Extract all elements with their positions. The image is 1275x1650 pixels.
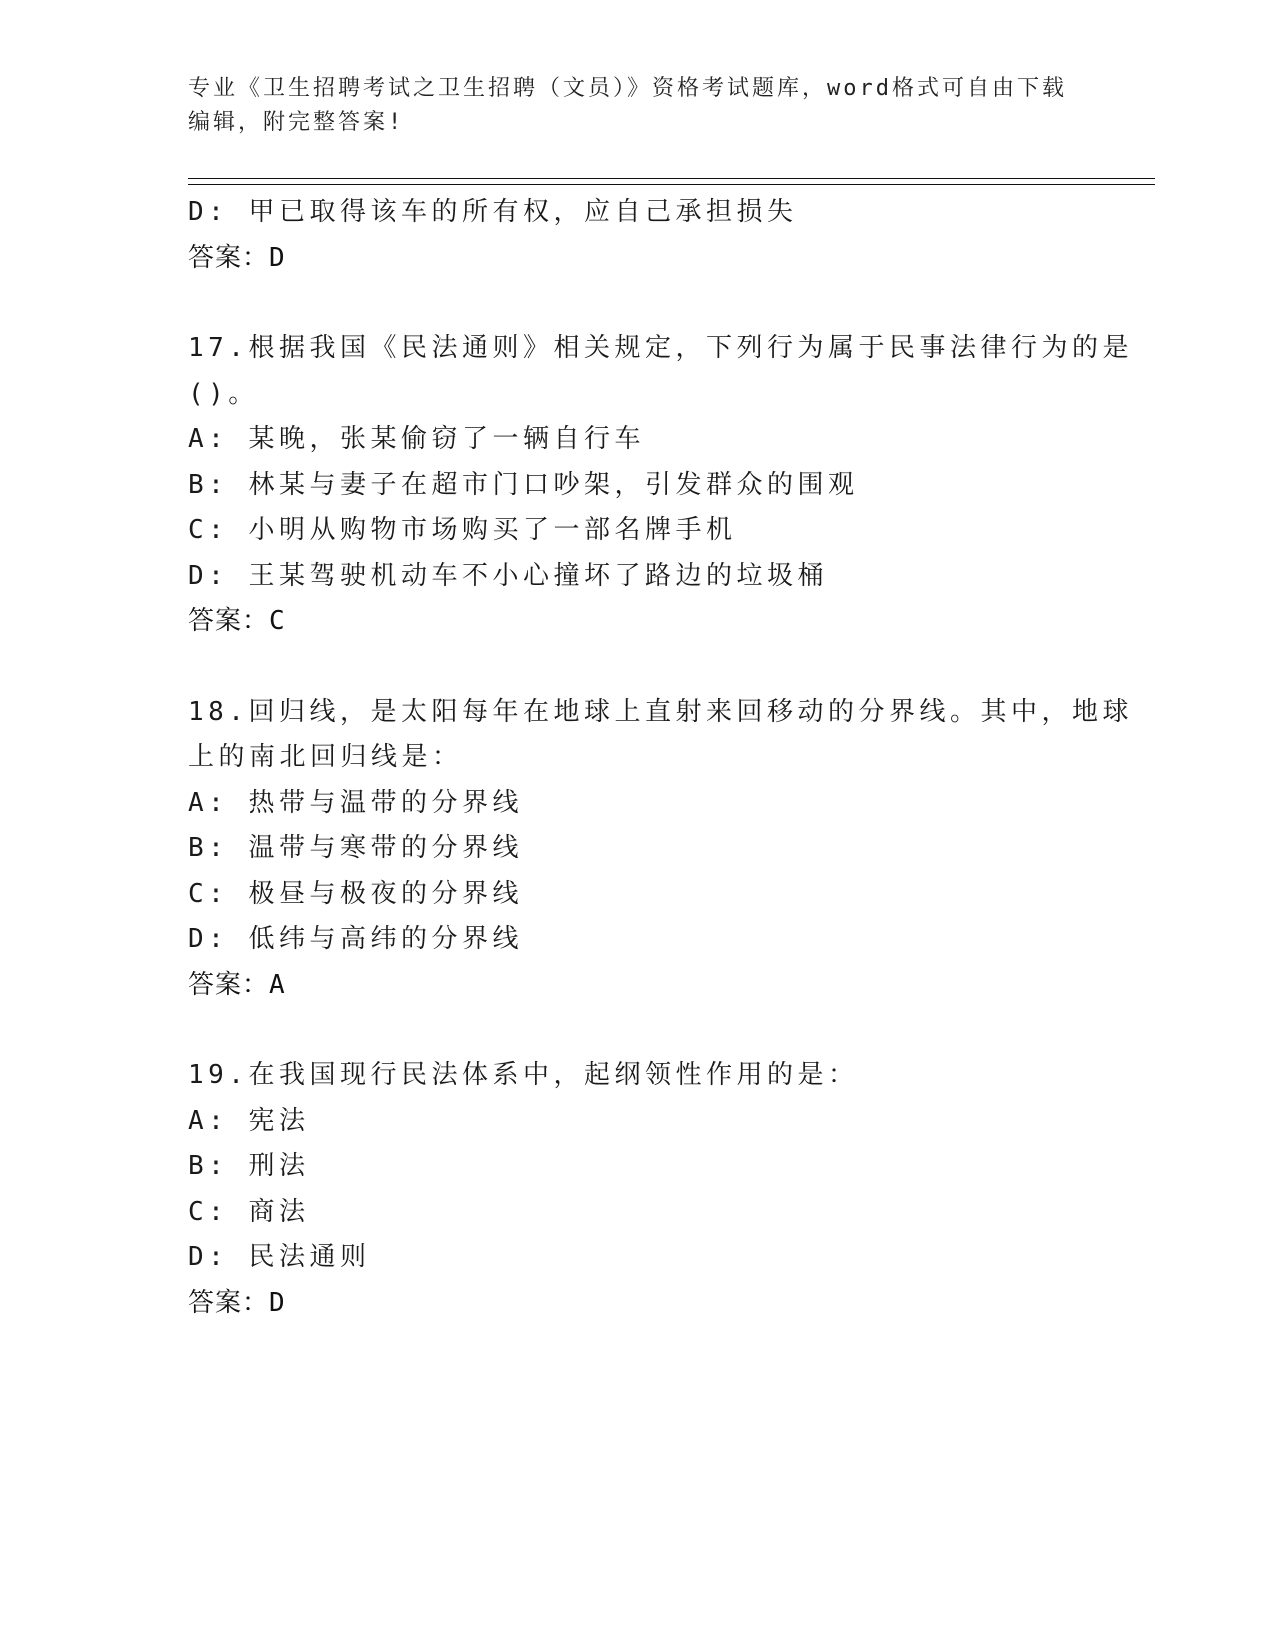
answer-label: 答案： [188,242,270,273]
answer-label: 答案： [188,1287,270,1318]
answer-label: 答案： [188,606,270,636]
question-block-19 [188,1053,1088,1326]
question-stem-continued: ()。 [188,378,259,409]
header-divider-top [188,178,1155,179]
option-a: A: 热带与温带的分界线 [188,787,523,818]
answer-value: D [269,242,286,273]
question-stem-continued: 上的南北回归线是： [188,742,463,772]
question-stem: 17.根据我国《民法通则》相关规定，下列行为属于民事法律行为的是 [188,333,1133,363]
question-list [188,190,1133,1326]
option-a: A: 宪法 [188,1105,310,1136]
option-d: D: 民法通则 [188,1242,371,1272]
answer-line [188,963,1088,1009]
question-block-16-tail [188,190,1088,281]
option-d: D: 王某驾驶机动车不小心撞坏了路边的垃圾桶 [188,560,828,591]
page-header [188,72,1088,140]
answer-value: C [269,606,286,636]
header-line-2: 编辑，附完整答案! [188,110,405,135]
answer-line [188,599,1088,645]
answer-value: D [269,1287,286,1318]
option-c: C: 小明从购物市场购买了一部名牌手机 [188,515,737,545]
option-b: B: 刑法 [188,1151,310,1181]
option-d: D: 低纬与高纬的分界线 [188,924,523,954]
question-stem: 19.在我国现行民法体系中，起纲领性作用的是： [188,1060,859,1090]
header-line-1: 专业《卫生招聘考试之卫生招聘（文员）》资格考试题库，word格式可自由下载 [188,76,1067,101]
question-stem: 18.回归线，是太阳每年在地球上直射来回移动的分界线。其中，地球 [188,696,1133,727]
answer-line [188,236,1088,282]
header-divider-bottom [188,184,1155,185]
option-c: C: 极昼与极夜的分界线 [188,878,523,909]
answer-label: 答案： [188,969,270,1000]
option-b: B: 林某与妻子在超市门口吵架，引发群众的围观 [188,469,859,500]
option-c: C: 商法 [188,1196,310,1227]
option-b: B: 温带与寒带的分界线 [188,833,523,863]
option-a: A: 某晚，张某偷窃了一辆自行车 [188,424,645,454]
option-d: D: 甲已取得该车的所有权，应自己承担损失 [188,197,798,227]
question-block-17 [188,326,1133,645]
answer-line [188,1281,1088,1327]
answer-value: A [269,969,286,1000]
question-block-18 [188,690,1133,1009]
